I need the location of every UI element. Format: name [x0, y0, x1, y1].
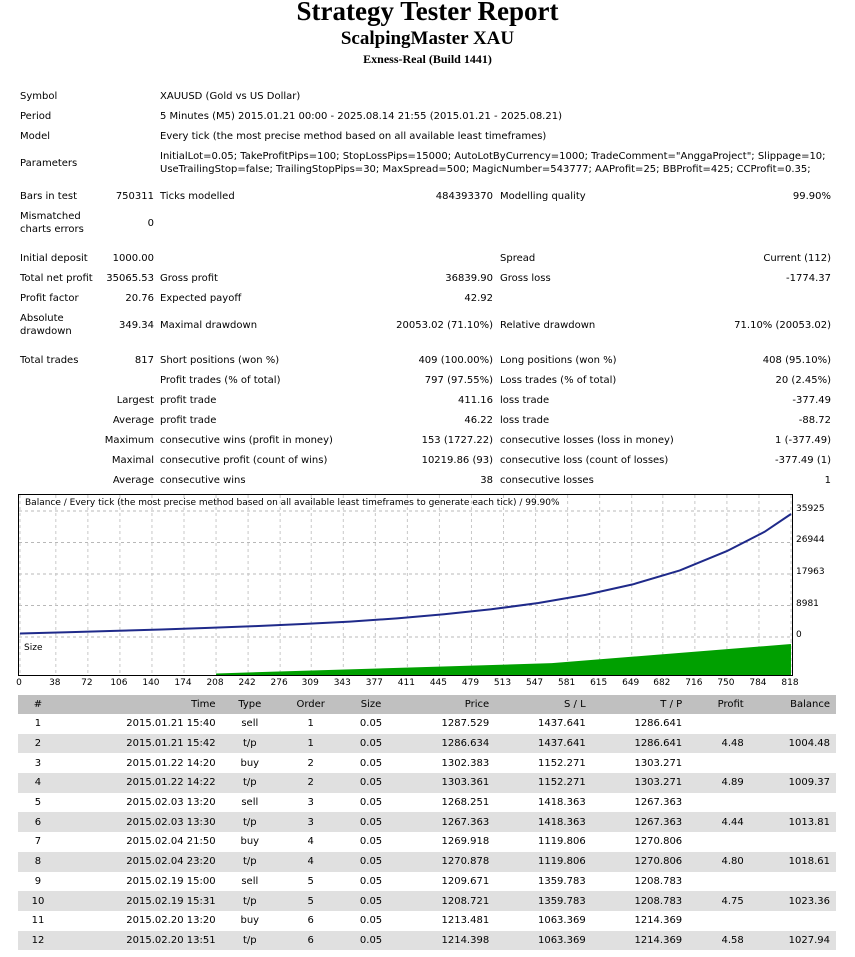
- table-cell: 0.05: [343, 734, 398, 754]
- table-cell: 0.05: [359, 797, 383, 809]
- table-cell: 0.05: [343, 852, 398, 872]
- period-label: Period: [20, 111, 52, 122]
- table-cell: buy: [240, 757, 260, 769]
- table-cell: [750, 911, 836, 931]
- trades-table: [18, 695, 836, 950]
- table-cell: 1269.918: [441, 836, 490, 848]
- table-cell: 0.05: [359, 915, 383, 927]
- y-tick-label: 17963: [796, 566, 825, 577]
- spread-value: Current (112): [763, 253, 831, 264]
- table-row: [18, 753, 836, 773]
- largest-loss-value: -377.49: [792, 395, 831, 406]
- expert-name: ScalpingMaster XAU: [340, 28, 515, 49]
- max-drawdown-value: 20053.02 (71.10%): [396, 320, 493, 331]
- rel-drawdown-value: 71.10% (20053.02): [734, 320, 831, 331]
- x-tick-label: 208: [206, 678, 224, 688]
- table-row: [18, 911, 836, 931]
- table-cell: 1302.383: [441, 757, 490, 769]
- table-cell: 1418.363: [537, 797, 586, 809]
- max-cons-wins-value: 153 (1727.22): [421, 435, 493, 446]
- table-cell: 5: [34, 797, 42, 809]
- x-tick-label: 276: [270, 678, 288, 688]
- table-cell: 4.80: [688, 852, 750, 872]
- table-cell: 1009.37: [750, 773, 836, 793]
- column-header: Size: [343, 695, 398, 714]
- x-tick-label: 411: [397, 678, 415, 688]
- gross-loss-value: -1774.37: [786, 273, 831, 284]
- x-tick-label: 174: [174, 678, 192, 688]
- table-cell: 1418.363: [495, 812, 591, 832]
- table-cell: 1287.529: [441, 718, 490, 730]
- max-drawdown-label: Maximal drawdown: [160, 320, 258, 331]
- maximal-cons-profit-label: consecutive profit (count of wins): [160, 455, 328, 466]
- ticks-value: 484393370: [435, 191, 493, 202]
- profit-factor-label: Profit factor: [20, 293, 79, 304]
- table-cell: 0.05: [359, 875, 383, 887]
- x-tick-label: 377: [365, 678, 383, 688]
- table-cell: 1214.369: [634, 915, 683, 927]
- table-row: [18, 734, 836, 754]
- ticks-label: Ticks modelled: [160, 191, 235, 202]
- table-cell: sell: [241, 797, 259, 809]
- table-cell: 7: [34, 836, 42, 848]
- largest-profit-label: profit trade: [160, 395, 217, 406]
- table-cell: t/p: [222, 812, 279, 832]
- table-cell: 1152.271: [537, 757, 586, 769]
- maximum-label: Maximum: [104, 435, 154, 446]
- column-header: T / P: [592, 695, 688, 714]
- loss-trades-value: 20 (2.45%): [775, 375, 831, 386]
- column-header: S / L: [495, 695, 591, 714]
- average-label: Average: [112, 415, 154, 426]
- table-cell: 2015.02.04 23:20: [58, 852, 222, 872]
- table-cell: 2015.01.22 14:20: [126, 757, 216, 769]
- table-row: [18, 714, 836, 734]
- table-cell: 1267.363: [592, 812, 688, 832]
- table-cell: 10: [18, 891, 58, 911]
- quality-label: Modelling quality: [500, 191, 586, 202]
- table-cell: 1286.641: [634, 718, 683, 730]
- table-cell: 1063.369: [495, 931, 591, 951]
- maximal-cons-loss-label: consecutive loss (count of losses): [500, 455, 669, 466]
- table-cell: 1286.634: [399, 734, 495, 754]
- table-cell: 3: [34, 757, 42, 769]
- table-row: [18, 812, 836, 832]
- maximal-label: Maximal: [111, 455, 154, 466]
- table-cell: 1267.363: [399, 812, 495, 832]
- max-cons-wins-label: consecutive wins (profit in money): [160, 435, 333, 446]
- largest-profit-value: 411.16: [458, 395, 493, 406]
- table-cell: 0.05: [343, 891, 398, 911]
- table-cell: 1213.481: [441, 915, 490, 927]
- table-cell: [750, 832, 836, 852]
- table-row: [18, 891, 836, 911]
- long-positions-label: Long positions (won %): [500, 355, 617, 366]
- table-cell: 1: [278, 734, 343, 754]
- table-cell: buy: [240, 915, 260, 927]
- profit-factor-value: 20.76: [125, 293, 154, 304]
- table-cell: 1152.271: [495, 773, 591, 793]
- table-cell: 3: [278, 812, 343, 832]
- short-positions-label: Short positions (won %): [160, 355, 280, 366]
- x-tick-label: 547: [525, 678, 544, 688]
- table-cell: 0.05: [343, 931, 398, 951]
- long-positions-value: 408 (95.10%): [762, 355, 831, 366]
- table-cell: 1303.361: [399, 773, 495, 793]
- x-tick-label: 140: [142, 678, 160, 688]
- table-cell: t/p: [222, 773, 279, 793]
- max-cons-losses-value: 1 (-377.49): [775, 435, 831, 446]
- average-profit-value: 46.22: [464, 415, 493, 426]
- table-cell: 1208.721: [399, 891, 495, 911]
- table-cell: 1063.369: [537, 915, 586, 927]
- table-cell: 4.44: [688, 812, 750, 832]
- table-cell: 1208.783: [592, 891, 688, 911]
- profit-trades-label: Profit trades (% of total): [160, 375, 281, 386]
- table-cell: 2015.02.19 15:31: [58, 891, 222, 911]
- gross-profit-value: 36839.90: [445, 273, 493, 284]
- size-chart-label: Size: [24, 643, 43, 653]
- table-cell: 0.05: [359, 718, 383, 730]
- table-cell: 4.48: [688, 734, 750, 754]
- abs-drawdown-label-1: Absolute: [20, 313, 64, 324]
- table-cell: 11: [31, 915, 45, 927]
- table-cell: 12: [18, 931, 58, 951]
- table-cell: [688, 793, 750, 813]
- table-cell: 1027.94: [750, 931, 836, 951]
- table-cell: 9: [34, 875, 42, 887]
- spread-label: Spread: [500, 253, 536, 264]
- table-cell: [688, 753, 750, 773]
- deposit-value: 1000.00: [112, 253, 154, 264]
- average-profit-label: profit trade: [160, 415, 217, 426]
- table-cell: 4.58: [688, 931, 750, 951]
- table-cell: 2015.01.22 14:22: [58, 773, 222, 793]
- table-row: [18, 793, 836, 813]
- table-cell: [750, 793, 836, 813]
- table-cell: 1437.641: [495, 734, 591, 754]
- x-tick-label: 242: [238, 678, 256, 688]
- short-positions-value: 409 (100.00%): [418, 355, 493, 366]
- table-cell: [750, 714, 836, 734]
- balance-chart: [18, 494, 793, 642]
- x-tick-label: 581: [558, 678, 576, 688]
- table-cell: 4: [307, 836, 314, 848]
- net-profit-value: 35065.53: [106, 273, 154, 284]
- largest-label: Largest: [116, 395, 154, 406]
- table-cell: 1267.363: [634, 797, 683, 809]
- x-tick-label: 309: [301, 678, 319, 688]
- table-cell: 1303.271: [634, 757, 683, 769]
- table-cell: 2: [278, 773, 343, 793]
- column-header: Price: [399, 695, 495, 714]
- table-cell: 0.05: [343, 812, 398, 832]
- table-cell: 0.05: [343, 773, 398, 793]
- table-cell: 4: [278, 852, 343, 872]
- model-label: Model: [20, 131, 51, 142]
- x-tick-label: 72: [81, 678, 93, 688]
- table-cell: 6: [278, 931, 343, 951]
- table-cell: 1359.783: [537, 875, 586, 887]
- table-cell: 2015.01.21 15:40: [126, 718, 216, 730]
- expected-payoff-label: Expected payoff: [160, 293, 242, 304]
- table-cell: t/p: [222, 734, 279, 754]
- avg-cons-wins-label: consecutive wins: [160, 475, 246, 486]
- y-tick-label: 8981: [796, 598, 819, 609]
- table-cell: 4.89: [688, 773, 750, 793]
- x-tick-label: 682: [653, 678, 671, 688]
- parameters-label: Parameters: [20, 158, 78, 169]
- trades-header-row: [18, 695, 836, 714]
- chart-caption: Balance / Every tick (the most precise method based on all available least timeframes to generate each tick) / 99.90%: [25, 498, 560, 508]
- table-cell: 2015.02.04 21:50: [126, 836, 216, 848]
- table-row: [18, 832, 836, 852]
- table-cell: 1209.671: [441, 875, 490, 887]
- column-header: Balance: [750, 695, 836, 714]
- x-tick-label: 784: [749, 678, 767, 688]
- table-cell: [750, 872, 836, 892]
- quality-value: 99.90%: [792, 191, 831, 202]
- table-cell: 1214.369: [592, 931, 688, 951]
- table-cell: 1: [307, 718, 314, 730]
- model-value: Every tick (the most precise method based on all available least timeframes): [160, 131, 547, 142]
- profit-trades-value: 797 (97.55%): [424, 375, 493, 386]
- table-cell: 8: [18, 852, 58, 872]
- y-tick-label: 0: [796, 630, 802, 640]
- table-cell: 4: [18, 773, 58, 793]
- table-cell: 1013.81: [750, 812, 836, 832]
- x-tick-label: 716: [685, 678, 703, 688]
- table-cell: 2015.02.19 15:00: [126, 875, 216, 887]
- period-value: 5 Minutes (M5) 2015.01.21 00:00 - 2025.08.14 21:55 (2015.01.21 - 2025.08.21): [160, 111, 562, 122]
- table-cell: 1119.806: [537, 836, 586, 848]
- mismatch-label-1: Mismatched: [20, 211, 81, 222]
- gross-loss-label: Gross loss: [500, 273, 551, 284]
- table-cell: 1268.251: [441, 797, 490, 809]
- table-cell: 6: [18, 812, 58, 832]
- x-tick-label: 343: [333, 678, 351, 688]
- abs-drawdown-value: 349.34: [119, 320, 154, 331]
- column-header: Order: [278, 695, 343, 714]
- table-cell: 1018.61: [750, 852, 836, 872]
- bars-label: Bars in test: [20, 191, 77, 202]
- table-cell: 0.05: [359, 836, 383, 848]
- y-tick-label: 35925: [796, 504, 825, 514]
- x-tick-label: 649: [622, 678, 640, 688]
- table-cell: 1270.878: [399, 852, 495, 872]
- table-cell: 1119.806: [495, 852, 591, 872]
- net-profit-label: Total net profit: [20, 273, 93, 284]
- x-tick-label: 615: [590, 678, 608, 688]
- table-cell: 2: [18, 734, 58, 754]
- max-cons-losses-label: consecutive losses (loss in money): [500, 435, 674, 446]
- table-cell: 1359.783: [495, 891, 591, 911]
- abs-drawdown-label-2: drawdown: [20, 326, 72, 337]
- table-cell: sell: [241, 718, 259, 730]
- table-cell: 2015.02.03 13:30: [58, 812, 222, 832]
- column-header: #: [18, 695, 58, 714]
- table-cell: 2015.02.20 13:51: [58, 931, 222, 951]
- gross-profit-label: Gross profit: [160, 273, 218, 284]
- table-cell: 1004.48: [750, 734, 836, 754]
- table-cell: [750, 753, 836, 773]
- table-cell: 1: [34, 718, 42, 730]
- table-cell: 1023.36: [750, 891, 836, 911]
- average-loss-value: -88.72: [798, 415, 831, 426]
- mismatch-value: 0: [147, 218, 154, 229]
- table-cell: buy: [240, 836, 260, 848]
- parameters-line-1: InitialLot=0.05; TakeProfitPips=100; StopLossPips=15000; AutoLotByCurrency=1000; TradeComment="AnggaProject"; Slippage=10;: [160, 151, 826, 162]
- table-cell: 1270.806: [634, 836, 683, 848]
- size-chart: [18, 640, 793, 676]
- mismatch-label-2: charts errors: [20, 224, 84, 235]
- avg-cons-losses-value: 1: [824, 475, 831, 486]
- total-trades-value: 817: [134, 355, 154, 366]
- table-cell: 1286.641: [592, 734, 688, 754]
- average-loss-label: loss trade: [500, 415, 550, 426]
- x-tick-label: 0: [16, 678, 22, 688]
- balance-chart-plot: [19, 495, 792, 641]
- table-cell: 4.75: [688, 891, 750, 911]
- average-2-label: Average: [112, 475, 154, 486]
- maximal-cons-loss-value: -377.49 (1): [775, 455, 831, 466]
- column-header: Time: [58, 695, 222, 714]
- avg-cons-losses-label: consecutive losses: [500, 475, 594, 486]
- x-tick-label: 106: [110, 678, 128, 688]
- x-tick-label: 513: [493, 678, 512, 688]
- x-tick-label: 445: [429, 678, 448, 688]
- table-cell: 6: [307, 915, 314, 927]
- table-cell: 2: [307, 757, 314, 769]
- table-row: [18, 872, 836, 892]
- parameters-line-2: UseTrailingStop=false; TrailingStopPips=30; MaxSpread=500; MagicNumber=543777; AAProfit=25; BBProfit=425; CCProfit=0.35;: [160, 164, 811, 175]
- x-tick-label: 750: [717, 678, 735, 688]
- table-row: [18, 931, 836, 951]
- x-tick-label: 818: [781, 678, 799, 688]
- maximal-cons-profit-value: 10219.86 (93): [421, 455, 493, 466]
- size-chart-plot: [19, 640, 792, 675]
- table-cell: 3: [307, 797, 314, 809]
- table-cell: 1214.398: [399, 931, 495, 951]
- total-trades-label: Total trades: [20, 355, 79, 366]
- table-cell: 5: [307, 875, 314, 887]
- y-tick-label: 26944: [796, 535, 825, 546]
- x-tick-label: 38: [49, 678, 61, 688]
- server-build: Exness-Real (Build 1441): [363, 52, 492, 66]
- table-row: [18, 852, 836, 872]
- table-cell: 1437.641: [537, 718, 586, 730]
- column-header: Profit: [688, 695, 750, 714]
- avg-cons-wins-value: 38: [480, 475, 493, 486]
- table-cell: [688, 911, 750, 931]
- rel-drawdown-label: Relative drawdown: [500, 320, 596, 331]
- symbol-label: Symbol: [20, 91, 58, 102]
- largest-loss-label: loss trade: [500, 395, 550, 406]
- symbol-value: XAUUSD (Gold vs US Dollar): [160, 91, 301, 102]
- loss-trades-label: Loss trades (% of total): [500, 375, 617, 386]
- table-cell: sell: [241, 875, 259, 887]
- table-cell: t/p: [222, 931, 279, 951]
- report-title: Strategy Tester Report: [296, 0, 559, 26]
- deposit-label: Initial deposit: [20, 253, 88, 264]
- table-cell: 2015.01.21 15:42: [58, 734, 222, 754]
- table-cell: t/p: [222, 891, 279, 911]
- table-cell: 1270.806: [592, 852, 688, 872]
- expected-payoff-value: 42.92: [464, 293, 493, 304]
- table-cell: 2015.02.03 13:20: [126, 797, 216, 809]
- table-cell: 1303.271: [592, 773, 688, 793]
- table-cell: [688, 872, 750, 892]
- bars-value: 750311: [115, 191, 154, 202]
- table-cell: 1208.783: [634, 875, 683, 887]
- table-cell: 5: [278, 891, 343, 911]
- table-cell: [688, 832, 750, 852]
- column-header: Type: [222, 695, 279, 714]
- x-tick-label: 479: [461, 678, 480, 688]
- table-row: [18, 773, 836, 793]
- table-cell: 2015.02.20 13:20: [126, 915, 216, 927]
- table-cell: t/p: [222, 852, 279, 872]
- table-cell: 0.05: [359, 757, 383, 769]
- table-cell: [688, 714, 750, 734]
